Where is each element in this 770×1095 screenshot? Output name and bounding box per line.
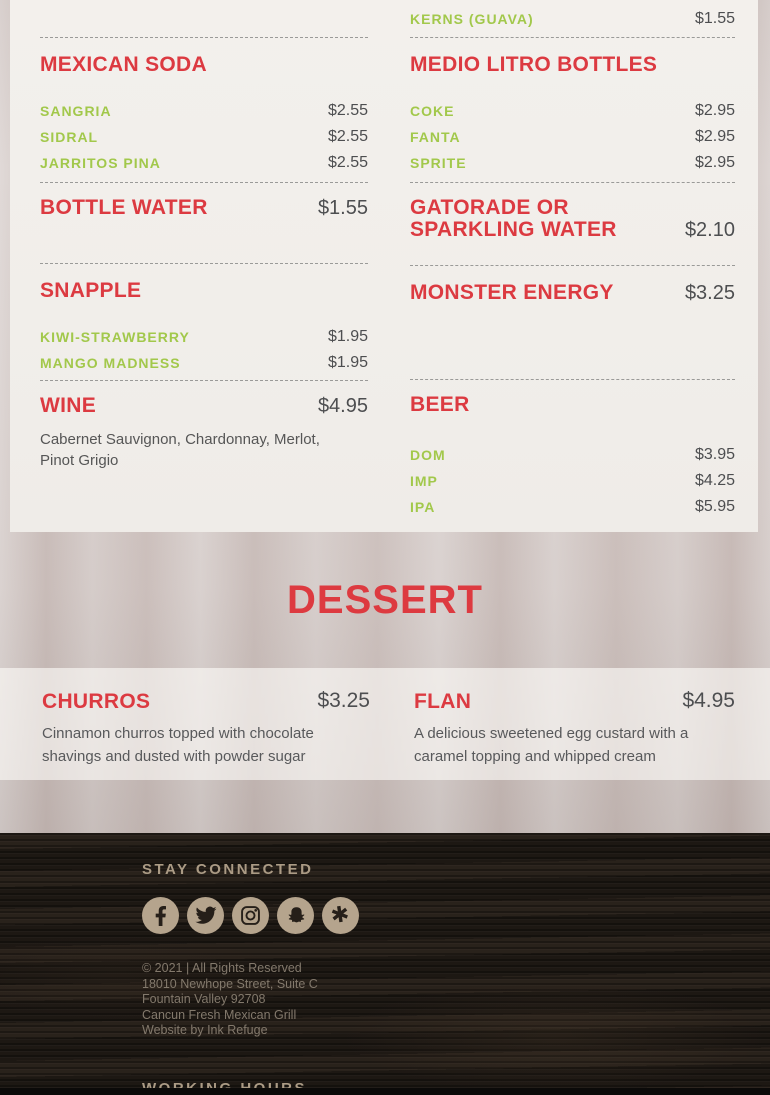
wine-description: Cabernet Sauvignon, Chardonnay, Merlot, Pinot Grigio [40,431,320,469]
menu-item-row [410,124,735,150]
menu-item-row [40,150,368,176]
twitter-glyph [194,904,217,927]
item-name: IMP [410,473,438,489]
website-credit: Website by Ink Refuge [142,1023,268,1037]
menu-item-row [40,350,368,376]
item-price: $2.55 [327,102,368,119]
dessert-item-header [42,689,370,713]
social-icons-row [142,897,770,934]
address-line-street: 18010 Newhope Street, Suite C [142,976,318,991]
item-name: SANGRIA [40,103,112,119]
dashed-divider [40,380,368,381]
dashed-divider [40,263,368,264]
dashed-divider [40,37,368,38]
section-price: $2.10 [684,219,735,241]
menu-items-medio-litro [410,98,735,176]
menu-item-row [40,124,368,150]
menu-item-row [410,468,735,494]
item-name: SIDRAL [40,129,99,145]
business-name: Cancun Fresh Mexican Grill [142,1007,297,1022]
item-price: $2.95 [694,128,735,145]
menu-items-beer [410,442,735,520]
item-name: DOM [410,447,446,463]
dessert-item-header [414,689,735,713]
dashed-divider [410,265,735,266]
item-name: COKE [410,103,455,119]
menu-column-left [40,0,368,532]
dessert-item-price: $4.95 [682,689,735,712]
item-price: $2.95 [694,102,735,119]
item-price: $3.95 [694,446,735,463]
item-name: KIWI-STRAWBERRY [40,329,190,345]
instagram-glyph [239,904,262,927]
snapchat-icon[interactable] [277,897,314,934]
section-gatorade [410,197,735,241]
stay-connected-heading: STAY CONNECTED [142,861,314,878]
section-heading-bottle-water: BOTTLE WATER [40,196,208,219]
item-price: $1.55 [694,10,735,27]
menu-item-row [410,150,735,176]
dashed-divider [40,182,368,183]
dashed-divider [410,182,735,183]
item-price: $2.55 [327,128,368,145]
dessert-item-name: FLAN [414,690,472,713]
snapchat-glyph [284,904,308,928]
facebook-icon[interactable] [142,897,179,934]
site-footer [0,833,770,1095]
menu-item-row [40,98,368,124]
section-price: $1.55 [317,197,368,219]
address-line-city: Fountain Valley 92708 [142,992,266,1006]
section-heading-medio-litro: MEDIO LITRO BOTTLES [410,53,658,76]
section-heading-gatorade: GATORADE OR SPARKLING WATER [410,196,617,241]
facebook-glyph [149,904,173,928]
item-name: SPRITE [410,155,467,171]
section-heading-mexican-soda: MEXICAN SODA [40,53,207,76]
section-heading-wine: WINE [40,394,97,417]
menu-items-snapple [40,324,368,376]
item-price: $1.95 [327,354,368,371]
item-name: FANTA [410,129,461,145]
twitter-icon[interactable] [187,897,224,934]
item-price: $1.95 [327,328,368,345]
dessert-item-description: Cinnamon churros topped with chocolate shavings and dusted with powder sugar [42,725,314,765]
menu-item-row [40,324,368,350]
instagram-icon[interactable] [232,897,269,934]
item-price: $2.55 [327,154,368,171]
yelp-icon[interactable] [322,897,359,934]
menu-column-right [410,0,735,532]
menu-item-row [410,442,735,468]
section-wine [40,395,368,417]
item-name: MANGO MADNESS [40,355,181,371]
dessert-item-description: A delicious sweetened egg custard with a caramel topping and whipped cream [414,725,689,765]
dessert-item-flan [414,689,735,780]
item-name: IPA [410,499,436,515]
item-price: $4.25 [694,472,735,489]
dashed-divider [410,37,735,38]
item-name: JARRITOS PINA [40,155,161,171]
yelp-glyph: ✱ [329,901,352,929]
section-heading-snapple: SNAPPLE [40,279,142,302]
section-price: $3.25 [684,282,735,304]
bottom-black-strip [0,1088,770,1095]
section-price: $4.95 [317,395,368,417]
dessert-item-name: CHURROS [42,690,151,713]
section-bottle-water [40,197,368,219]
copyright-block [142,961,770,1039]
item-name: KERNS (GUAVA) [410,11,534,27]
menu-items-mexican-soda [40,98,368,176]
section-heading-monster-energy: MONSTER ENERGY [410,281,614,304]
section-monster-energy [410,282,735,304]
dessert-section-title: DESSERT [287,578,483,622]
section-heading-beer: BEER [410,393,470,416]
dessert-item-churros [42,689,370,780]
drinks-menu-panel [10,0,758,532]
copyright-line: © 2021 | All Rights Reserved [142,961,302,975]
item-price: $5.95 [694,498,735,515]
menu-item-row [410,98,735,124]
menu-item-row-kerns [410,6,735,32]
item-price: $2.95 [694,154,735,171]
menu-item-row [410,494,735,520]
dashed-divider [410,379,735,380]
dessert-items-band [0,668,770,780]
dessert-item-price: $3.25 [317,689,370,712]
